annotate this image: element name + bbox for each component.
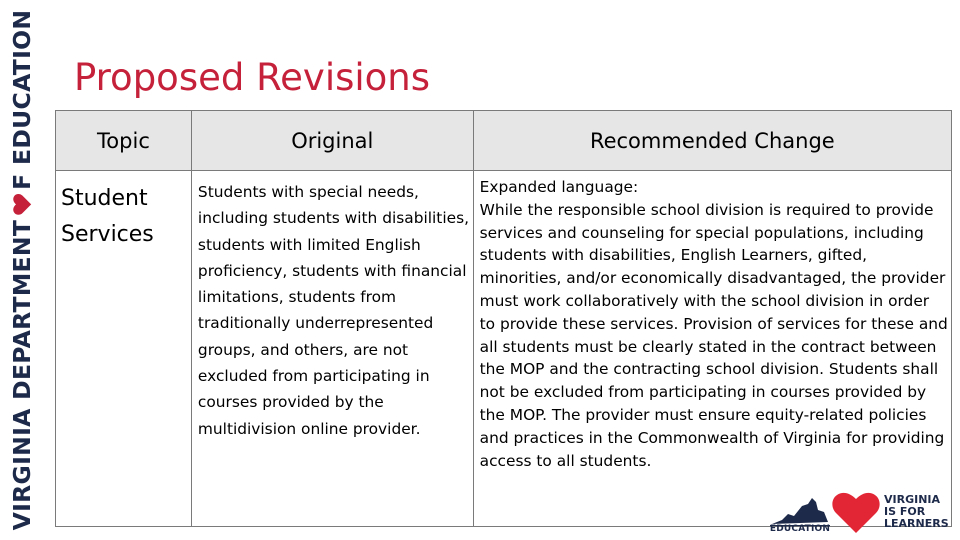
vfl-line2: IS FOR: [884, 505, 926, 518]
vdoe-logo-text-part2: F EDUCATION: [8, 9, 36, 190]
vdoe-logo-text-part1: VIRGINIA DEPARTMENT: [8, 219, 36, 531]
recommended-cell: [473, 171, 951, 527]
vfl-line1: VIRGINIA: [884, 493, 941, 506]
heart-icon: [832, 492, 880, 534]
original-cell: Students with special needs, including students with disabilities, students with limited English proficiency, students with financial limitations, students from traditionally underrepresented groups, and others, are not excluded from participating in courses provided by the multidivision online provider.: [191, 171, 473, 527]
revisions-table: [55, 110, 952, 527]
page-title: Proposed Revisions: [74, 56, 431, 99]
table-header-row: [56, 111, 952, 171]
topic-cell: Student Services: [56, 171, 192, 527]
table-row: [56, 171, 952, 527]
header-original: Original: [191, 111, 473, 171]
heart-icon: [11, 194, 33, 216]
virginia-is-for-learners-logo: [884, 494, 954, 530]
footer-logos: [768, 490, 954, 536]
header-topic: Topic: [56, 111, 192, 171]
vdoe-vertical-logo: [0, 0, 48, 540]
vfl-line3: LEARNERS: [884, 517, 949, 530]
doe-logo-text: EDUCATION: [769, 524, 831, 534]
recommended-heading: Expanded language:: [479, 178, 639, 196]
header-recommended-change: Recommended Change: [473, 111, 951, 171]
recommended-text: While the responsible school division is required to provide services and counseling for special populations, including students with disabilities, English Learners, gifted, minorities, and/or economically disadvantaged, the provider must work collaboratively with the school division in order to provide these services. Provision of services for these and all students must be clearly stated in the contract between the MOP and the contracting school division. Students shall not be excluded from participating in courses provided by the MOP. The provider must ensure equity-related policies and practices in the Commonwealth of Virginia for providing access to all students.: [479, 200, 948, 470]
